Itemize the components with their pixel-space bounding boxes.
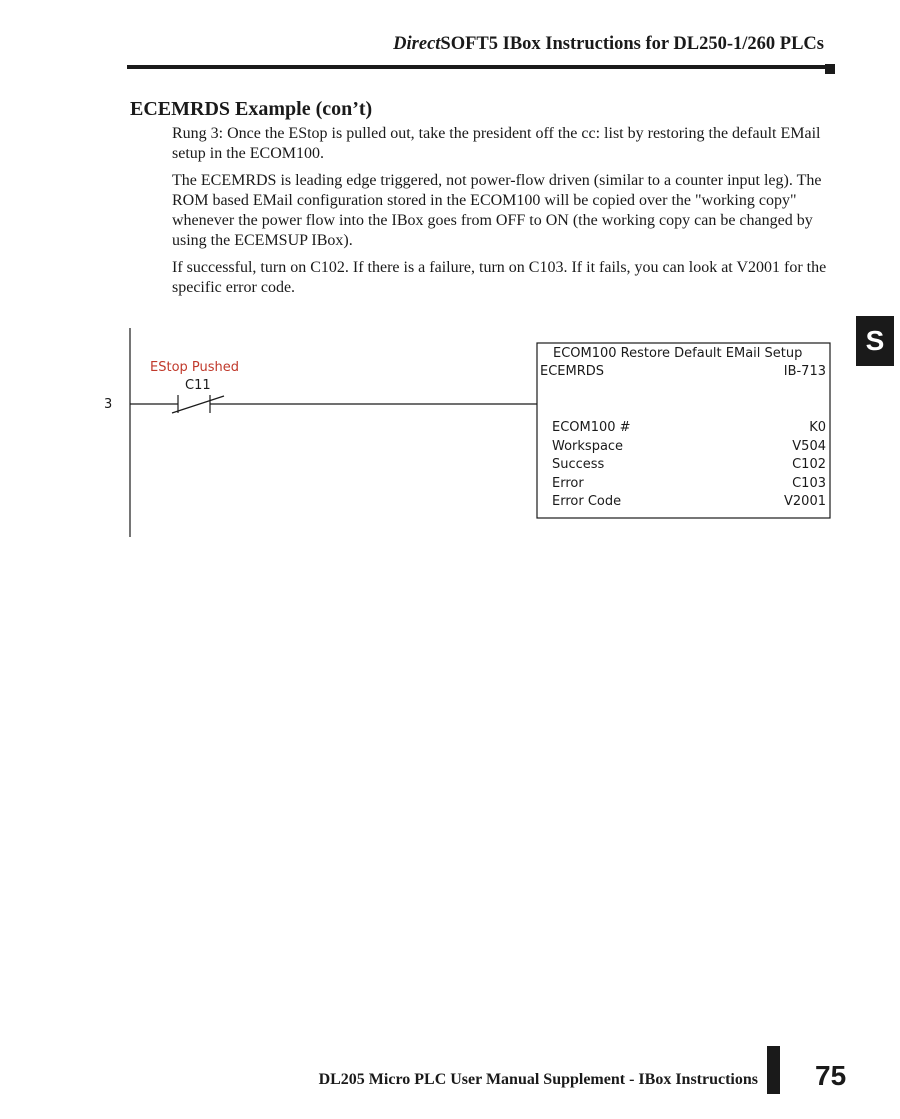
ibox-param-label: Success — [552, 457, 605, 472]
ibox-number: IB-713 — [783, 364, 826, 379]
ibox-param-value: K0 — [809, 420, 826, 435]
ibox-param-label: Error Code — [552, 494, 622, 509]
footer-manual-title: DL205 Micro PLC User Manual Supplement - IBox Instructions — [318, 1071, 758, 1088]
ibox-mnemonic: ECEMRDS — [540, 364, 605, 379]
paragraph-success-failure: If successful, turn on C102. If there is a failure, turn on C103. If it fails, you can look at V2001 for the specific error code. — [172, 259, 827, 296]
section-tab-s: S — [856, 316, 894, 366]
ibox-param-label: ECOM100 # — [552, 420, 631, 435]
ibox-param-label: Error — [552, 476, 584, 491]
contact-address: C11 — [185, 378, 211, 393]
section-heading: ECEMRDS Example (con’t) — [130, 98, 373, 120]
header-title-direct: Direct — [393, 34, 441, 54]
ibox-param-value: V504 — [792, 439, 826, 454]
paragraph-rung3: Rung 3: Once the EStop is pulled out, take the president off the cc: list by restoring the default EMail setup in the ECOM100. — [172, 125, 821, 162]
contact-comment: EStop Pushed — [150, 360, 240, 375]
ibox-title: ECOM100 Restore Default EMail Setup — [553, 346, 803, 361]
paragraph-leading-edge: The ECEMRDS is leading edge triggered, not power-flow driven (similar to a counter input leg). The ROM based EMail configuration stored in the ECOM100 will be copied over the "working copy" whenever the power flow into the IBox goes from OFF to ON (the working copy can be changed by using the ECEMSUP IBox). — [172, 172, 822, 249]
ibox-param-value: C103 — [792, 476, 826, 491]
page-number: 75 — [815, 1060, 847, 1091]
header-title-rest: SOFT5 IBox Instructions for DL250-1/260 PLCs — [440, 34, 824, 54]
ibox-param-value: C102 — [792, 457, 826, 472]
ibox-param-label: Workspace — [552, 439, 624, 454]
footer-bar — [767, 1046, 780, 1094]
rung-number: 3 — [104, 397, 113, 412]
ibox-param-value: V2001 — [784, 494, 826, 509]
